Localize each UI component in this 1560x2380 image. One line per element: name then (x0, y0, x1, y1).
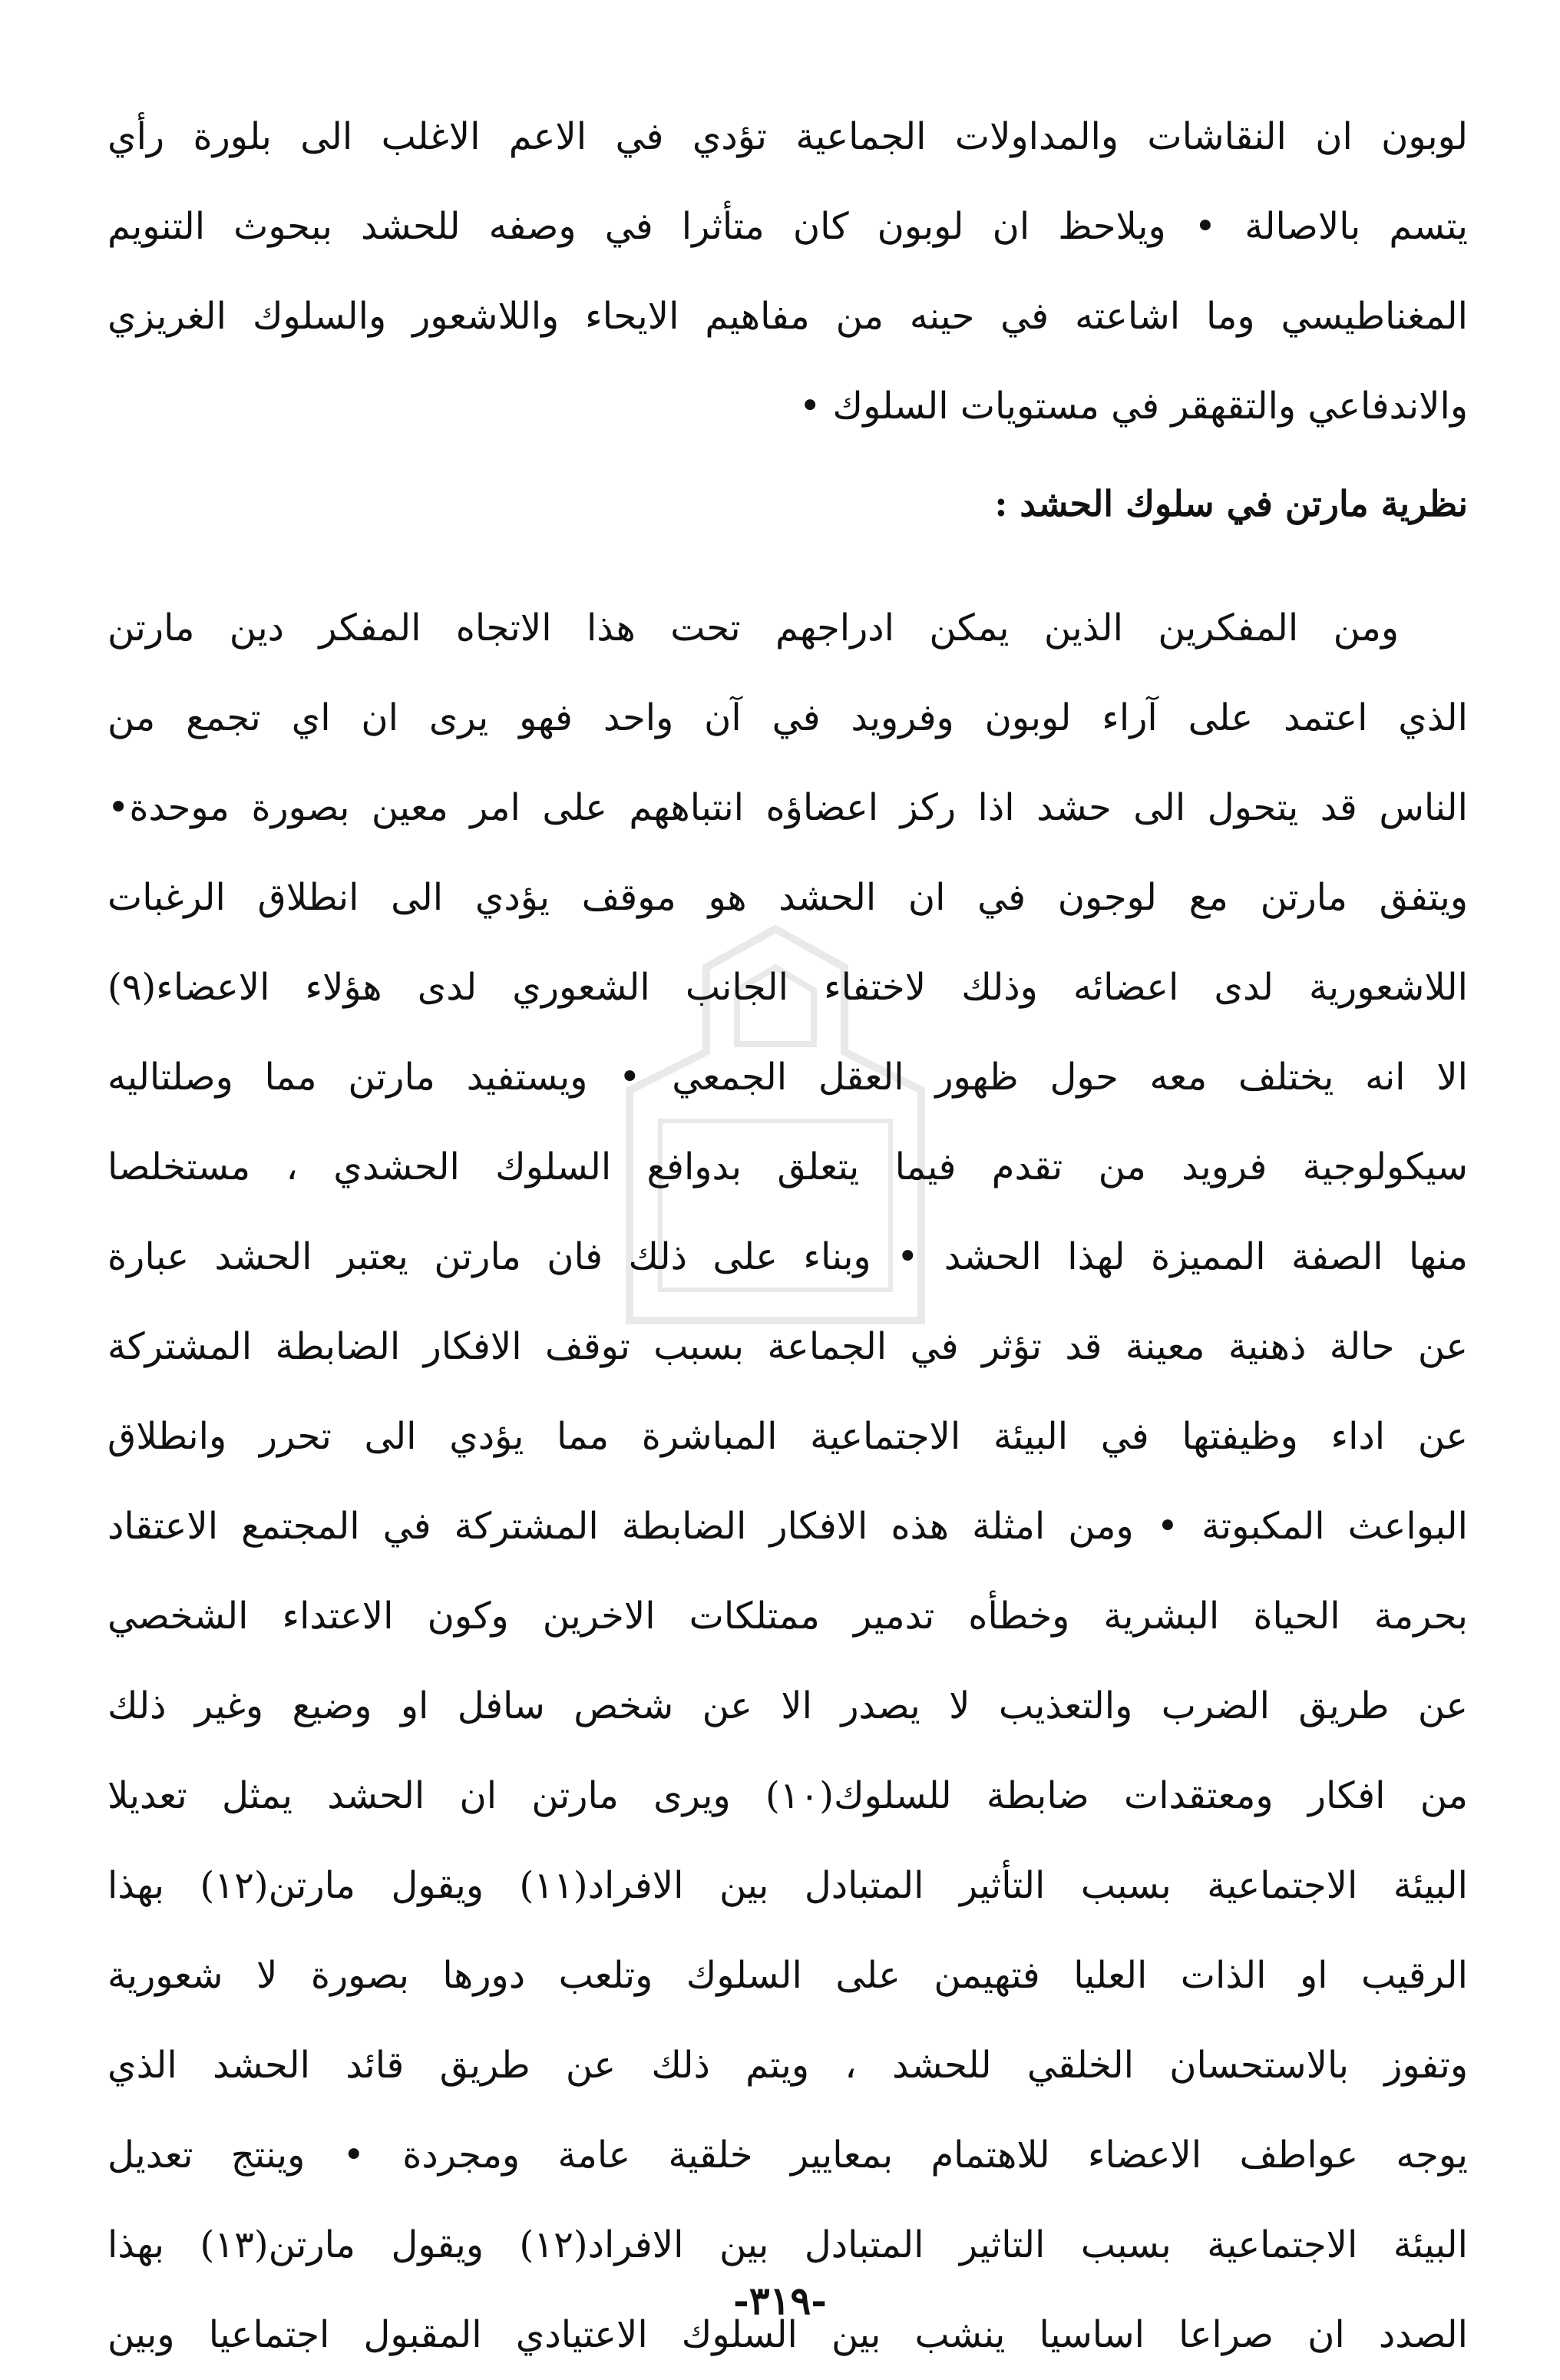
text-line: الا انه يختلف معه حول ظهور العقل الجمعي • ويستفيد مارتن مما وصلتاليه (107, 1056, 1468, 1099)
text-line: البيئة الاجتماعية بسبب التاثير المتبادل بين الافراد(١٢) ويقول مارتن(١٣) بهذا (107, 2223, 1468, 2266)
text-line: ومن المفكرين الذين يمكن ادراجهم تحت هذا الاتجاه المفكر دين مارتن (107, 607, 1400, 650)
text-line: من افكار ومعتقدات ضابطة للسلوك(١٠) ويرى مارتن ان الحشد يمثل تعديلا (107, 1774, 1468, 1817)
text-line: ويتفق مارتن مع لوجون في ان الحشد هو موقف يؤدي الى انطلاق الرغبات (107, 876, 1468, 919)
text-line: منها الصفة المميزة لهذا الحشد • وبناء على ذلك فان مارتن يعتبر الحشد عبارة (107, 1235, 1468, 1278)
text-line: الرقيب او الذات العليا فتهيمن على السلوك وتلعب دورها بصورة لا شعورية (107, 1954, 1468, 1997)
text-line: لوبون ان النقاشات والمداولات الجماعية تؤدي في الاعم الاغلب الى بلورة رأي (107, 115, 1468, 158)
page-number: -٣١٩- (732, 2278, 828, 2323)
text-line: بحرمة الحياة البشرية وخطأه تدمير ممتلكات الاخرين وكون الاعتداء الشخصي (107, 1595, 1468, 1638)
text-line: البيئة الاجتماعية بسبب التأثير المتبادل بين الافراد(١١) ويقول مارتن(١٢) بهذا (107, 1864, 1468, 1907)
text-line: يوجه عواطف الاعضاء للاهتمام بمعايير خلقية عامة ومجردة • وينتج تعديل (107, 2134, 1468, 2177)
text-line: سيكولوجية فرويد من تقدم فيما يتعلق بدوافع السلوك الحشدي ، مستخلصا (107, 1145, 1468, 1188)
text-line: الصدد ان صراعا اساسيا ينشب بين السلوك الاعتيادي المقبول اجتماعيا وبين (107, 2313, 1468, 2356)
text-line: المغناطيسي وما اشاعته في حينه من مفاهيم الايحاء واللاشعور والسلوك الغريزي (107, 295, 1468, 338)
text-line: عن اداء وظيفتها في البيئة الاجتماعية المباشرة مما يؤدي الى تحرر وانطلاق (107, 1415, 1468, 1458)
text-line: عن طريق الضرب والتعذيب لا يصدر الا عن شخص سافل او وضيع وغير ذلك (107, 1684, 1468, 1727)
text-line: يتسم بالاصالة • ويلاحظ ان لوبون كان متأثرا في وصفه للحشد ببحوث التنويم (107, 205, 1468, 248)
text-line: وتفوز بالاستحسان الخلقي للحشد ، ويتم ذلك عن طريق قائد الحشد الذي (107, 2044, 1468, 2087)
body-paragraph (107, 583, 1468, 2380)
text-line: عن حالة ذهنية معينة قد تؤثر في الجماعة بسبب توقف الافكار الضابطة المشتركة (107, 1325, 1468, 1368)
text-line: البواعث المكبوتة • ومن امثلة هذه الافكار الضابطة المشتركة في المجتمع الاعتقاد (107, 1505, 1468, 1548)
text-line: اللاشعورية لدى اعضائه وذلك لاختفاء الجانب الشعوري لدى هؤلاء الاعضاء(٩) (107, 966, 1468, 1009)
intro-paragraph (107, 92, 1468, 451)
section-heading: نظرية مارتن في سلوك الحشد : (994, 483, 1468, 524)
text-line: والاندفاعي والتقهقر في مستويات السلوك • (798, 385, 1468, 428)
text-line: الذي اعتمد على آراء لوبون وفرويد في آن واحد فهو يرى ان اي تجمع من (107, 696, 1468, 739)
text-line: الناس قد يتحول الى حشد اذا ركز اعضاؤه انتباههم على امر معين بصورة موحدة• (107, 786, 1468, 829)
